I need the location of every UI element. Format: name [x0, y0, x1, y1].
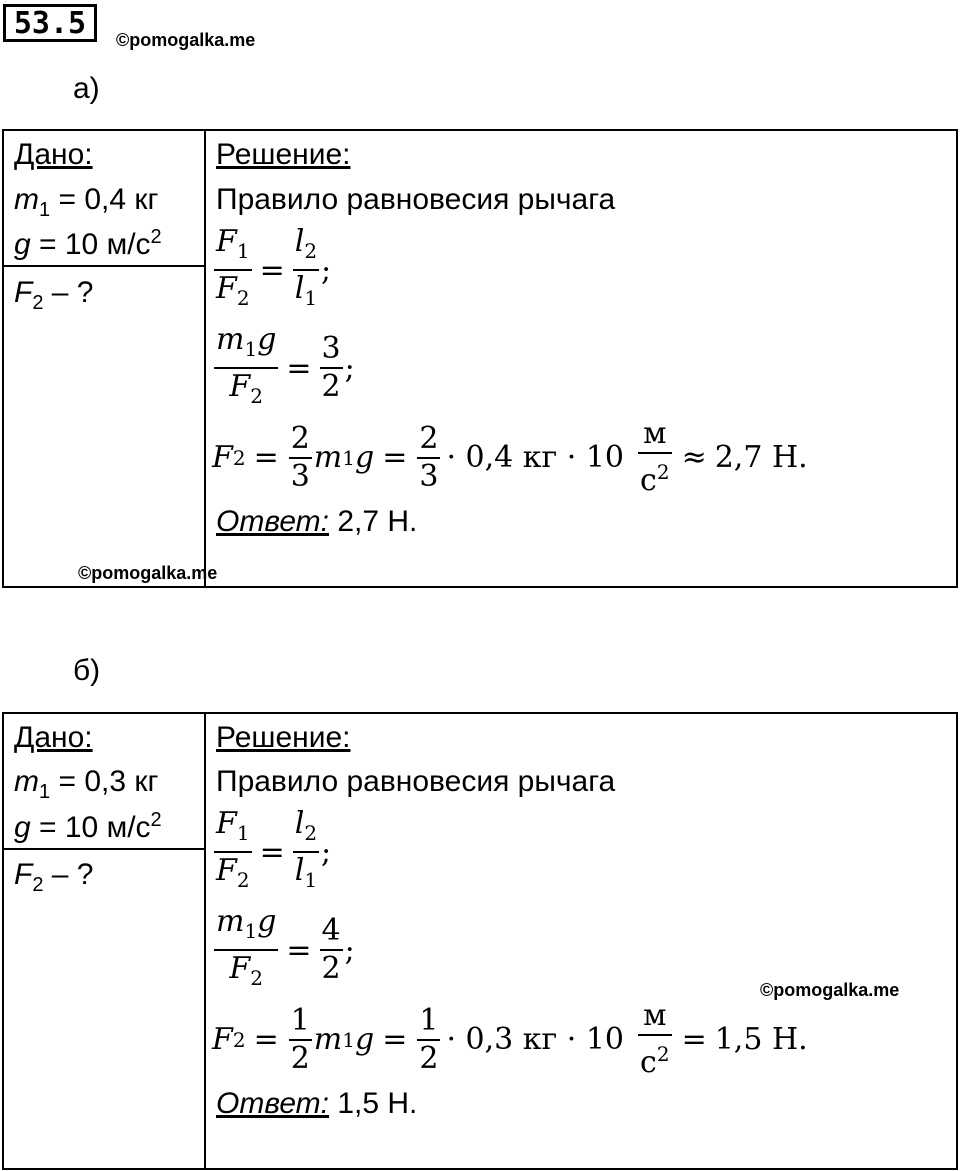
problem-number: 53.5: [3, 4, 97, 42]
part-b-rule: Правило равновесия рычага: [216, 765, 616, 798]
watermark-part-b: ©pomogalka.me: [760, 980, 900, 1000]
part-b-divider: [204, 712, 206, 1170]
part-b-equation-2: $\frac{m_1g}{F_2}$ = $\frac{4}{2}$ ;: [216, 904, 355, 990]
part-b-solution-title: Решение:: [216, 721, 351, 754]
part-a-find: $F_2$ – ?: [14, 276, 94, 314]
part-b-answer: Ответ: 1,5 Н.: [216, 1087, 418, 1120]
part-b-label: б): [73, 654, 101, 687]
part-a-answer: Ответ: 2,7 Н.: [216, 505, 418, 538]
part-a-given-gravity: g = 10 $м/с^2$: [14, 226, 162, 261]
watermark-part-a: ©pomogalka.me: [78, 563, 218, 583]
part-b-equation-1: $\frac{F_1}{F_2}$ = $\frac{l_2}{l_1}$ ;: [216, 806, 332, 892]
part-a-equation-2: $\frac{m_1g}{F_2}$ = $\frac{3}{2}$ ;: [216, 322, 355, 408]
part-a-rule: Правило равновесия рычага: [216, 183, 616, 216]
part-a-label: а): [73, 72, 100, 105]
part-a-equation-3: F 2 = $\frac{2}{3}$ m 1 g = $\frac{2}{3}$ · 0,4 кг · 10 $\frac{м}{с^2}$ ≈ 2,7 Н.: [212, 416, 808, 498]
part-a-given-separator: [2, 265, 205, 267]
part-b-given-separator: [2, 848, 205, 850]
part-a-given-mass: $m_1 = 0,4$ кг: [14, 183, 159, 221]
part-a-solution-title: Решение:: [216, 138, 351, 171]
part-b-given-gravity: g = 10 $м/с^2$: [14, 809, 162, 844]
part-b-given-mass: $m_1 = 0,3$ кг: [14, 765, 159, 803]
part-a-given-title: Дано:: [14, 138, 93, 171]
part-b-find: $F_2$ – ?: [14, 858, 94, 896]
part-b-equation-3: F 2 = $\frac{1}{2}$ m 1 g = $\frac{1}{2}$ · 0,3 кг · 10 $\frac{м}{с^2}$ = 1,5 Н.: [212, 998, 808, 1080]
part-b-given-title: Дано:: [14, 721, 93, 754]
watermark-top: ©pomogalka.me: [116, 30, 256, 50]
part-a-equation-1: $\frac{F_1}{F_2}$ = $\frac{l_2}{l_1}$ ;: [216, 224, 332, 310]
part-a-divider: [204, 129, 206, 588]
